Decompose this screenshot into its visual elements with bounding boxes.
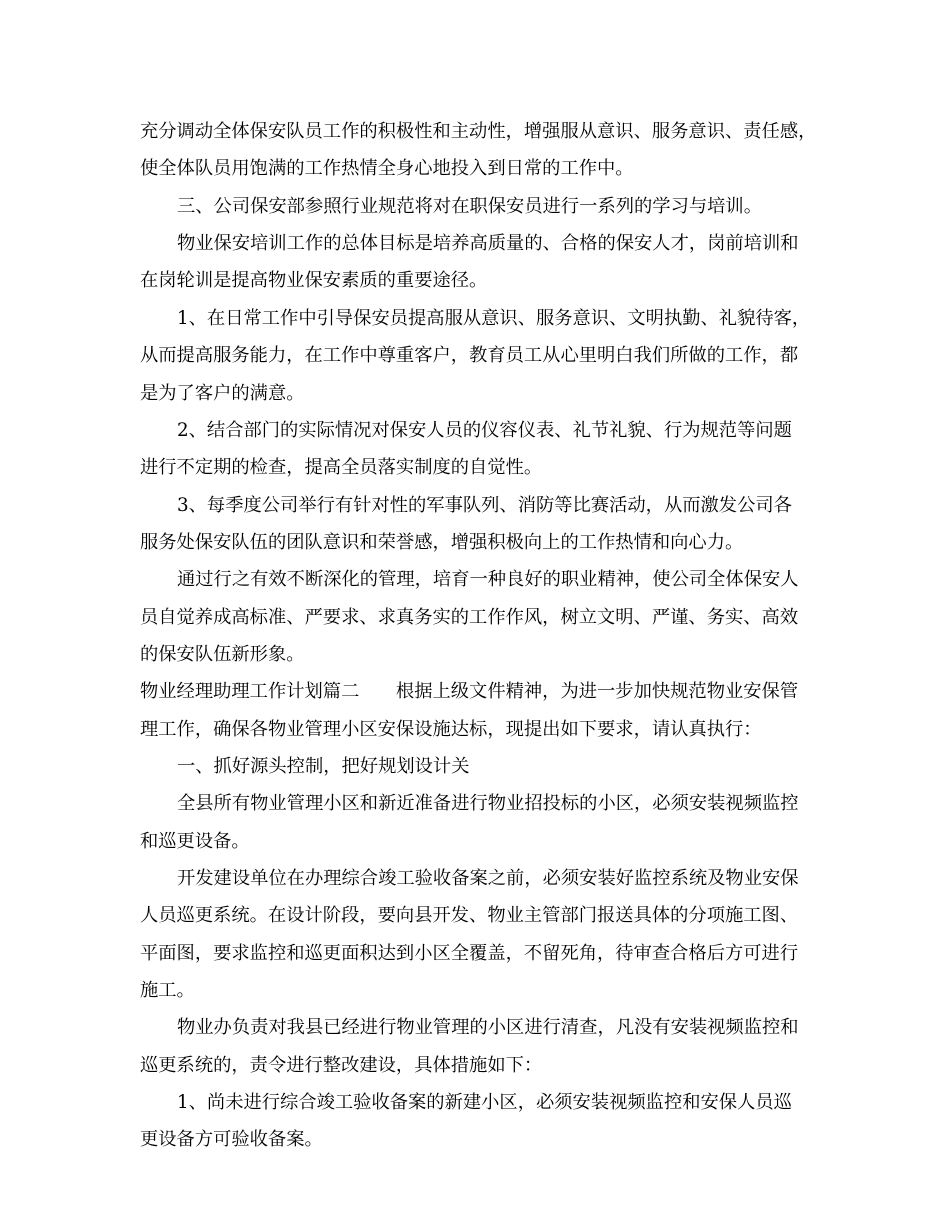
text-line: 1、尚未进行综合竣工验收备案的新建小区，必须安装视频监控和安保人员巡 xyxy=(177,1092,792,1113)
text-line: 通过行之有效不断深化的管理，培育一种良好的职业精神，使公司全体保安人 xyxy=(177,569,799,590)
text-line: 进行不定期的检查，提高全员落实制度的自觉性。 xyxy=(140,457,543,478)
section-heading-line: 物业经理助理工作计划篇二 根据上级文件精神，为进一步加快规范物业安保管 xyxy=(140,681,799,702)
text-line: 从而提高服务能力，在工作中尊重客户，教育员工从心里明白我们所做的工作，都 xyxy=(140,345,799,366)
text-line: 平面图，要求监控和巡更面积达到小区全覆盖，不留死角，待审查合格后方可进行 xyxy=(140,943,799,964)
text-line: 开发建设单位在办理综合竣工验收备案之前，必须安装好监控系统及物业安保 xyxy=(177,868,799,889)
text-line: 三、公司保安部参照行业规范将对在职保安员进行一系列的学习与培训。 xyxy=(177,196,762,217)
text-line: 物业保安培训工作的总体目标是培养高质量的、合格的保安人才，岗前培训和 xyxy=(177,233,799,254)
text-line: 是为了客户的满意。 xyxy=(140,383,305,404)
text-line: 人员巡更系统。在设计阶段，要向县开发、物业主管部门报送具体的分项施工图、 xyxy=(140,905,799,926)
text-line: 服务处保安队伍的团队意识和荣誉感，增强积极向上的工作热情和向心力。 xyxy=(140,532,744,553)
text-line: 理工作，确保各物业管理小区安保设施达标，现提出如下要求，请认真执行： xyxy=(140,719,762,740)
text-line: 3、每季度公司举行有针对性的军事队列、消防等比赛活动，从而激发公司各 xyxy=(177,495,792,516)
text-line: 更设备方可验收备案。 xyxy=(140,1129,323,1150)
text-line: 2、结合部门的实际情况对保安人员的仪容仪表、礼节礼貌、行为规范等问题 xyxy=(177,420,792,441)
text-line: 的保安队伍新形象。 xyxy=(140,644,305,665)
text-line: 充分调动全体保安队员工作的积极性和主动性，增强服从意识、服务意识、责任感， xyxy=(140,121,817,142)
text-line: 全县所有物业管理小区和新近准备进行物业招投标的小区，必须安装视频监控 xyxy=(177,793,799,814)
text-line: 使全体队员用饱满的工作热情全身心地投入到日常的工作中。 xyxy=(140,158,634,179)
text-line: 施工。 xyxy=(140,980,195,1001)
text-line: 员自觉养成高标准、严要求、求真务实的工作作风，树立文明、严谨、务实、高效 xyxy=(140,607,799,628)
text-line: 1、在日常工作中引导保安员提高服从意识、服务意识、文明执勤、礼貌待客， xyxy=(177,308,811,329)
text-line: 巡更系统的，责令进行整改建设，具体措施如下： xyxy=(140,1055,543,1076)
text-line: 物业办负责对我县已经进行物业管理的小区进行清查，凡没有安装视频监控和 xyxy=(177,1017,799,1038)
text-line: 在岗轮训是提高物业保安素质的重要途径。 xyxy=(140,270,488,291)
text-line: 和巡更设备。 xyxy=(140,831,250,852)
text-line: 一、抓好源头控制，把好规划设计关 xyxy=(177,756,470,777)
